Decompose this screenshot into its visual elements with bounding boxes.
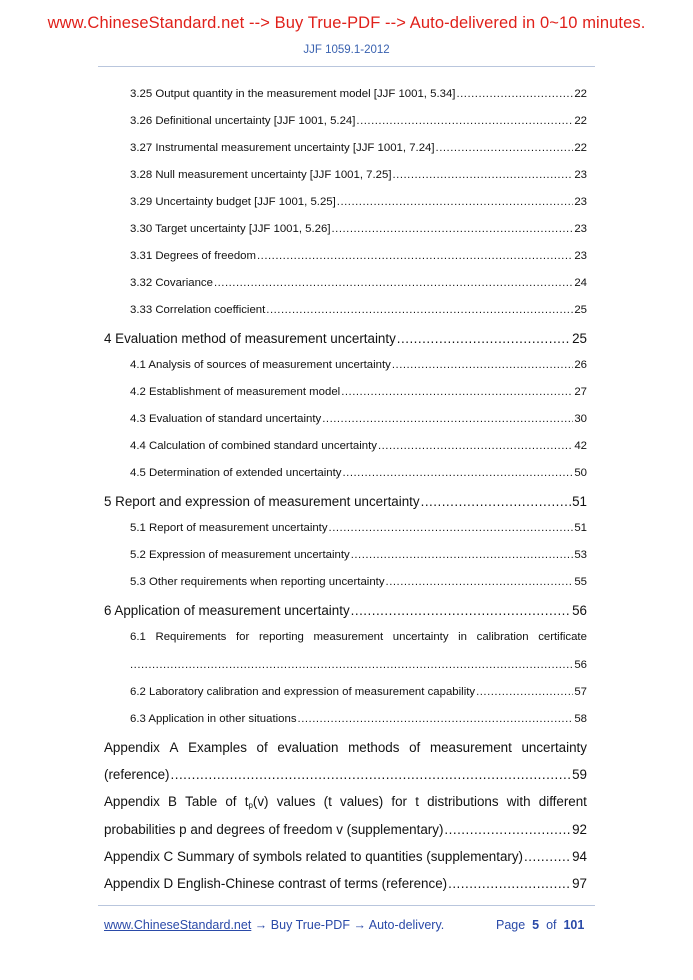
toc-entry-6-1-line2[interactable] — [130, 659, 587, 671]
toc-entry-6-1-line1[interactable]: 6.1 Requirements for reporting measurement uncertainty in calibration certificate — [130, 631, 587, 643]
header-banner[interactable]: www.ChineseStandard.net --> Buy True-PDF --> Auto-delivered in 0~10 minutes. — [47, 14, 646, 32]
toc-page-number: 27 — [574, 386, 587, 398]
toc-entry-3-28[interactable]: 3.28 Null measurement uncertainty [JJF 1001, 7.25] ..... 23 — [130, 169, 587, 181]
toc-entry-3-33[interactable]: 3.33 Correlation coefficient ..... 25 — [130, 304, 587, 316]
toc-page-number: 92 — [572, 822, 587, 837]
toc-entry-6-3[interactable]: 6.3 Application in other situations ..... 58 — [130, 713, 587, 725]
toc-page-number: 59 — [572, 767, 587, 782]
toc-page-number: 53 — [574, 549, 587, 561]
toc-entry-4-4[interactable]: 4.4 Calculation of combined standard uncertainty ..... 42 — [130, 440, 587, 452]
toc-entry-chapter-5[interactable]: 5 Report and expression of measurement uncertainty ..... 51 — [104, 494, 587, 509]
toc-page-number: 25 — [572, 331, 587, 346]
total-pages: 101 — [563, 918, 585, 932]
toc-page-number: 51 — [574, 522, 587, 534]
toc-entry-5-3[interactable]: 5.3 Other requirements when reporting uncertainty ..... 55 — [130, 576, 587, 588]
toc-page-number: 58 — [574, 713, 587, 725]
toc-page-number: 25 — [574, 304, 587, 316]
toc-page-number: 26 — [574, 359, 587, 371]
toc-entry-appendix-d[interactable]: Appendix D English-Chinese contrast of terms (reference) ..... 97 — [104, 876, 587, 891]
toc-entry-chapter-6[interactable]: 6 Application of measurement uncertainty ..... 56 — [104, 603, 587, 618]
toc-entry-4-2[interactable]: 4.2 Establishment of measurement model ..... 27 — [130, 386, 587, 398]
toc-entry-3-27[interactable]: 3.27 Instrumental measurement uncertainty [JJF 1001, 7.24] ..... 22 — [130, 142, 587, 154]
toc-entry-appendix-b-line1[interactable]: Appendix B Table of $t_p(v)$ values (t values) for t distributions with different — [104, 794, 587, 810]
toc-page-number: 56 — [572, 603, 587, 618]
toc-entry-3-32[interactable]: 3.32 Covariance ..... 24 — [130, 277, 587, 289]
toc-entry-3-29[interactable]: 3.29 Uncertainty budget [JJF 1001, 5.25] ..... 23 — [130, 196, 587, 208]
toc-entry-4-1[interactable]: 4.1 Analysis of sources of measurement uncertainty ..... 26 — [130, 359, 587, 371]
footer-delivery-text: Auto-delivery. — [368, 918, 445, 932]
standard-code: JJF 1059.1-2012 — [303, 44, 390, 56]
toc-page-number: 50 — [574, 467, 587, 479]
toc-page-number: 22 — [574, 142, 587, 154]
toc-page-number: 94 — [572, 849, 587, 864]
toc-entry-appendix-c[interactable]: Appendix C Summary of symbols related to quantities (supplementary) ..... 94 — [104, 849, 587, 864]
subscript-p: p — [248, 801, 253, 810]
footer-site-link[interactable]: www.ChineseStandard.net — [104, 918, 252, 932]
toc-page-number: 97 — [572, 876, 587, 891]
toc-entry-3-30[interactable]: 3.30 Target uncertainty [JJF 1001, 5.26] ..... 23 — [130, 223, 587, 235]
toc-page-number: 42 — [574, 440, 587, 452]
toc-entry-4-3[interactable]: 4.3 Evaluation of standard uncertainty ..... 30 — [130, 413, 587, 425]
toc-page-number: 57 — [574, 686, 587, 698]
toc-page-number: 56 — [574, 659, 587, 671]
toc-page-number: 55 — [574, 576, 587, 588]
toc-page-number: 23 — [574, 169, 587, 181]
footer-buy-text[interactable]: Buy True-PDF — [270, 918, 350, 932]
toc-entry-appendix-a-line1[interactable]: Appendix A Examples of evaluation methods of measurement uncertainty — [104, 740, 587, 755]
page-indicator: Page 5 of 101 — [496, 918, 585, 932]
toc-page-number: 30 — [574, 413, 587, 425]
footer-rule — [98, 905, 595, 906]
toc-page-number: 23 — [574, 223, 587, 235]
toc-entry-chapter-4[interactable]: 4 Evaluation method of measurement uncertainty ..... 25 — [104, 331, 587, 346]
arrow-right-icon: → — [254, 918, 268, 932]
current-page: 5 — [532, 918, 540, 932]
toc-page-number: 24 — [574, 277, 587, 289]
toc-page-number: 22 — [574, 115, 587, 127]
toc-page-number: 22 — [574, 88, 587, 100]
toc-entry-6-2[interactable]: 6.2 Laboratory calibration and expression of measurement capability ..... 57 — [130, 686, 587, 698]
toc-entry-appendix-a-line2[interactable]: (reference) ..... 59 — [104, 767, 587, 782]
toc-page-number: 23 — [574, 196, 587, 208]
toc-page-number: 51 — [572, 494, 587, 509]
toc-entry-5-2[interactable]: 5.2 Expression of measurement uncertainty ..... 53 — [130, 549, 587, 561]
toc-page-number: 23 — [574, 250, 587, 262]
toc-entry-5-1[interactable]: 5.1 Report of measurement uncertainty ..... 51 — [130, 522, 587, 534]
toc-entry-3-31[interactable]: 3.31 Degrees of freedom ..... 23 — [130, 250, 587, 262]
toc-entry-4-5[interactable]: 4.5 Determination of extended uncertainty ..... 50 — [130, 467, 587, 479]
toc-entry-3-26[interactable]: 3.26 Definitional uncertainty [JJF 1001, 5.24] ..... 22 — [130, 115, 587, 127]
arrow-right-icon: → — [353, 918, 366, 932]
toc-entry-3-25[interactable]: 3.25 Output quantity in the measurement model [JJF 1001, 5.34] ..... 22 — [130, 88, 587, 100]
toc-entry-appendix-b-line2[interactable]: probabilities p and degrees of freedom v (supplementary) ..... 92 — [104, 822, 587, 837]
footer-link[interactable] — [104, 918, 444, 932]
